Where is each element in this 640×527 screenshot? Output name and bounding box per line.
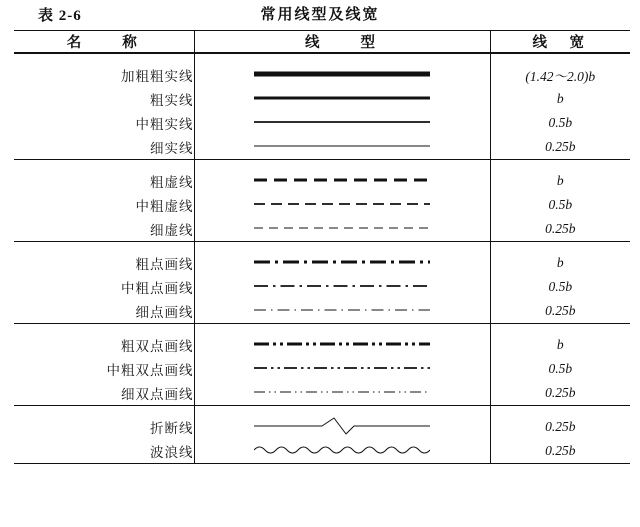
line-sample-graphic [254,117,430,131]
table-head [14,31,630,54]
column-header-name: 名 称 [14,31,194,54]
line-width-value: 0.25b [490,299,630,324]
table-row [14,193,630,217]
table-row [14,217,630,242]
table-row [14,439,630,464]
line-width-value: b [556,91,564,106]
line-sample-graphic [254,281,430,295]
line-sample-graphic [254,339,430,353]
line-sample-graphic [254,199,430,213]
table-row [14,135,630,160]
line-name: 粗实线 [150,93,194,108]
table-row [14,415,630,439]
line-sample [194,439,490,464]
line-width-value: b [556,255,564,270]
line-sample [194,87,490,111]
line-width-value: 0.5b [548,197,573,212]
table-header [14,0,626,30]
line-sample-graphic [254,69,430,83]
line-sample-graphic [254,257,430,271]
table-row [14,357,630,381]
line-width-value: 0.25b [490,439,630,464]
line-sample [194,217,490,242]
line-sample-graphic [254,175,430,189]
table-title: 常用线型及线宽 [260,7,380,23]
line-sample [194,381,490,406]
line-sample-graphic [254,93,430,107]
line-sample-graphic [254,387,430,401]
line-sample-graphic [254,445,430,459]
line-name: 细双点画线 [14,381,194,406]
line-sample-graphic [254,305,430,319]
table-row [14,275,630,299]
line-name: 粗虚线 [150,175,194,190]
line-name: 细虚线 [14,217,194,242]
line-sample-graphic [254,223,430,237]
line-name: 细实线 [14,135,194,160]
group-spacer [14,406,630,416]
group-spacer [14,53,630,63]
line-width-value: b [556,173,564,188]
line-types-table [14,30,630,464]
table-row [14,251,630,275]
table-row [14,87,630,111]
line-sample [194,357,490,381]
table-row [14,169,630,193]
line-sample [194,135,490,160]
table-body [14,53,630,464]
line-name: 细点画线 [14,299,194,324]
line-width-value: 0.25b [490,217,630,242]
line-width-value: 0.25b [490,381,630,406]
line-sample-graphic [254,141,430,155]
line-width-value: 0.5b [548,361,573,376]
line-sample [194,251,490,275]
table-number: 表 2-6 [38,8,82,24]
line-sample [194,275,490,299]
line-name: 波浪线 [14,439,194,464]
line-name: 粗点画线 [135,257,194,272]
line-name: 中粗虚线 [135,199,194,214]
line-width-value: 0.5b [548,115,573,130]
group-spacer [14,160,630,170]
line-width-value: (1.42～2.0)b [525,69,596,84]
line-sample [194,299,490,324]
line-width-value: 0.5b [548,279,573,294]
column-header-line: 线 型 [194,31,490,54]
line-sample [194,193,490,217]
line-width-value: 0.25b [545,419,576,434]
line-sample [194,333,490,357]
line-width-value: 0.25b [490,135,630,160]
group-spacer [14,324,630,334]
table-row [14,333,630,357]
line-sample-graphic [254,421,430,435]
line-name: 粗双点画线 [121,339,194,354]
table-row [14,299,630,324]
line-name: 中粗点画线 [121,281,194,296]
line-sample [194,63,490,87]
line-sample [194,111,490,135]
line-sample-graphic [254,363,430,377]
line-name: 中粗实线 [135,117,194,132]
column-header-width: 线 宽 [490,31,630,54]
group-spacer [14,242,630,252]
line-sample [194,169,490,193]
line-name: 中粗双点画线 [106,363,194,378]
table-row [14,381,630,406]
line-name: 折断线 [150,421,194,436]
table-row [14,63,630,87]
table-row [14,111,630,135]
line-name: 加粗粗实线 [121,69,194,84]
line-width-value: b [556,337,564,352]
line-sample [194,415,490,439]
